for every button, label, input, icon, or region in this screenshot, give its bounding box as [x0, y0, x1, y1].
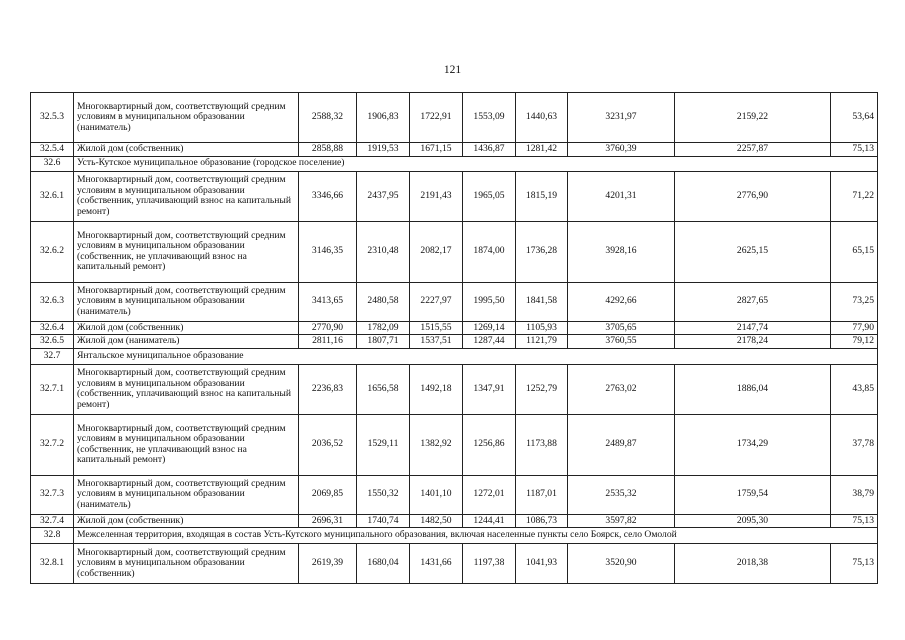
value-cell-7: 2776,90 — [675, 171, 831, 221]
value-cell-6: 4292,66 — [568, 282, 675, 321]
value-cell-2: 1782,09 — [357, 321, 410, 335]
value-cell-6: 4201,31 — [568, 171, 675, 221]
row-description: Многоквартирный дом, соответствующий средним условиям в муниципальном образовании (собственник, уплачивающий взнос на капитальный ремонт) — [74, 171, 299, 221]
value-cell-4: 1197,38 — [463, 544, 516, 584]
row-code: 32.8.1 — [31, 544, 74, 584]
value-cell-6: 3520,90 — [568, 544, 675, 584]
value-cell-7: 2018,38 — [675, 544, 831, 584]
value-cell-8: 75,13 — [831, 514, 878, 528]
value-cell-5: 1041,93 — [516, 544, 568, 584]
value-cell-6: 2489,87 — [568, 414, 675, 475]
row-description: Многоквартирный дом, соответствующий средним условиям в муниципальном образовании (наниматель) — [74, 475, 299, 514]
row-description: Многоквартирный дом, соответствующий средним условиям в муниципальном образовании (наниматель) — [74, 93, 299, 143]
value-cell-6: 3928,16 — [568, 221, 675, 282]
row-code: 32.8 — [31, 528, 74, 544]
row-description: Жилой дом (собственник) — [74, 321, 299, 335]
row-code: 32.6.3 — [31, 282, 74, 321]
row-code: 32.6.5 — [31, 335, 74, 349]
row-code: 32.6.2 — [31, 221, 74, 282]
value-cell-5: 1736,28 — [516, 221, 568, 282]
value-cell-7: 1886,04 — [675, 364, 831, 414]
value-cell-5: 1105,93 — [516, 321, 568, 335]
value-cell-5: 1121,79 — [516, 335, 568, 349]
value-cell-1: 2858,88 — [299, 143, 357, 157]
row-description: Многоквартирный дом, соответствующий средним условиям в муниципальном образовании (собственник) — [74, 544, 299, 584]
value-cell-1: 2588,32 — [299, 93, 357, 143]
value-cell-2: 2480,58 — [357, 282, 410, 321]
value-cell-2: 1529,11 — [357, 414, 410, 475]
section-row — [31, 348, 878, 364]
value-cell-3: 2227,97 — [410, 282, 463, 321]
row-code: 32.7.4 — [31, 514, 74, 528]
value-cell-1: 2069,85 — [299, 475, 357, 514]
value-cell-2: 1919,53 — [357, 143, 410, 157]
value-cell-4: 1256,86 — [463, 414, 516, 475]
table-row — [31, 282, 878, 321]
value-cell-8: 37,78 — [831, 414, 878, 475]
tariff-table — [30, 92, 878, 584]
row-description: Многоквартирный дом, соответствующий средним условиям в муниципальном образовании (наниматель) — [74, 282, 299, 321]
row-code: 32.6 — [31, 156, 74, 171]
value-cell-1: 3413,65 — [299, 282, 357, 321]
value-cell-6: 2763,02 — [568, 364, 675, 414]
table-row — [31, 321, 878, 335]
value-cell-6: 3231,97 — [568, 93, 675, 143]
page-number: 121 — [443, 64, 462, 76]
value-cell-8: 71,22 — [831, 171, 878, 221]
row-code: 32.5.4 — [31, 143, 74, 157]
table-row — [31, 335, 878, 349]
section-title: Янтальское муниципальное образование — [74, 348, 878, 364]
value-cell-5: 1252,79 — [516, 364, 568, 414]
value-cell-7: 2827,65 — [675, 282, 831, 321]
value-cell-7: 2625,15 — [675, 221, 831, 282]
value-cell-3: 1382,92 — [410, 414, 463, 475]
value-cell-2: 1656,58 — [357, 364, 410, 414]
value-cell-4: 1347,91 — [463, 364, 516, 414]
row-code: 32.6.1 — [31, 171, 74, 221]
value-cell-2: 2310,48 — [357, 221, 410, 282]
value-cell-5: 1281,42 — [516, 143, 568, 157]
value-cell-6: 3760,55 — [568, 335, 675, 349]
table-row — [31, 171, 878, 221]
value-cell-2: 1680,04 — [357, 544, 410, 584]
value-cell-2: 1550,32 — [357, 475, 410, 514]
value-cell-8: 77,90 — [831, 321, 878, 335]
value-cell-3: 1537,51 — [410, 335, 463, 349]
table-row — [31, 514, 878, 528]
value-cell-4: 1269,14 — [463, 321, 516, 335]
row-code: 32.5.3 — [31, 93, 74, 143]
value-cell-3: 1492,18 — [410, 364, 463, 414]
value-cell-1: 2696,31 — [299, 514, 357, 528]
section-title: Межселенная территория, входящая в состав Усть-Кутского муниципального образования, включая населенные пункты село Боярск, село Омолой — [74, 528, 878, 544]
value-cell-6: 3705,65 — [568, 321, 675, 335]
value-cell-6: 3760,39 — [568, 143, 675, 157]
value-cell-4: 1965,05 — [463, 171, 516, 221]
row-description: Многоквартирный дом, соответствующий средним условиям в муниципальном образовании (собственник, уплачивающий взнос на капитальный ремонт) — [74, 364, 299, 414]
value-cell-7: 1759,54 — [675, 475, 831, 514]
value-cell-1: 2036,52 — [299, 414, 357, 475]
value-cell-8: 79,12 — [831, 335, 878, 349]
value-cell-8: 38,79 — [831, 475, 878, 514]
table-row — [31, 414, 878, 475]
value-cell-3: 2191,43 — [410, 171, 463, 221]
value-cell-4: 1272,01 — [463, 475, 516, 514]
value-cell-4: 1995,50 — [463, 282, 516, 321]
row-code: 32.7 — [31, 348, 74, 364]
value-cell-5: 1086,73 — [516, 514, 568, 528]
table-row — [31, 93, 878, 143]
value-cell-6: 3597,82 — [568, 514, 675, 528]
table-row — [31, 475, 878, 514]
row-code: 32.7.2 — [31, 414, 74, 475]
value-cell-7: 1734,29 — [675, 414, 831, 475]
row-description: Жилой дом (собственник) — [74, 514, 299, 528]
value-cell-4: 1874,00 — [463, 221, 516, 282]
value-cell-3: 1482,50 — [410, 514, 463, 528]
value-cell-3: 1401,10 — [410, 475, 463, 514]
value-cell-8: 53,64 — [831, 93, 878, 143]
section-row — [31, 156, 878, 171]
table-row — [31, 221, 878, 282]
value-cell-8: 75,13 — [831, 544, 878, 584]
value-cell-4: 1553,09 — [463, 93, 516, 143]
row-code: 32.6.4 — [31, 321, 74, 335]
value-cell-7: 2095,30 — [675, 514, 831, 528]
value-cell-1: 2811,16 — [299, 335, 357, 349]
value-cell-4: 1436,87 — [463, 143, 516, 157]
table-row — [31, 544, 878, 584]
value-cell-2: 2437,95 — [357, 171, 410, 221]
value-cell-2: 1740,74 — [357, 514, 410, 528]
value-cell-3: 1722,91 — [410, 93, 463, 143]
value-cell-5: 1187,01 — [516, 475, 568, 514]
value-cell-3: 2082,17 — [410, 221, 463, 282]
value-cell-8: 75,13 — [831, 143, 878, 157]
row-code: 32.7.3 — [31, 475, 74, 514]
row-description: Жилой дом (наниматель) — [74, 335, 299, 349]
value-cell-5: 1173,88 — [516, 414, 568, 475]
row-description: Многоквартирный дом, соответствующий средним условиям в муниципальном образовании (собственник, не уплачивающий взнос на капитальный ремонт) — [74, 414, 299, 475]
value-cell-1: 3346,66 — [299, 171, 357, 221]
value-cell-3: 1671,15 — [410, 143, 463, 157]
value-cell-2: 1906,83 — [357, 93, 410, 143]
value-cell-8: 73,25 — [831, 282, 878, 321]
value-cell-7: 2257,87 — [675, 143, 831, 157]
row-code: 32.7.1 — [31, 364, 74, 414]
value-cell-1: 3146,35 — [299, 221, 357, 282]
value-cell-7: 2159,22 — [675, 93, 831, 143]
row-description: Жилой дом (собственник) — [74, 143, 299, 157]
table-row — [31, 364, 878, 414]
section-title: Усть-Кутское муниципальное образование (городское поселение) — [74, 156, 878, 171]
value-cell-1: 2770,90 — [299, 321, 357, 335]
value-cell-4: 1244,41 — [463, 514, 516, 528]
value-cell-5: 1815,19 — [516, 171, 568, 221]
value-cell-3: 1515,55 — [410, 321, 463, 335]
value-cell-2: 1807,71 — [357, 335, 410, 349]
row-description: Многоквартирный дом, соответствующий средним условиям в муниципальном образовании (собственник, не уплачивающий взнос на капитальный ремонт) — [74, 221, 299, 282]
value-cell-8: 43,85 — [831, 364, 878, 414]
value-cell-1: 2236,83 — [299, 364, 357, 414]
value-cell-7: 2147,74 — [675, 321, 831, 335]
value-cell-4: 1287,44 — [463, 335, 516, 349]
value-cell-3: 1431,66 — [410, 544, 463, 584]
value-cell-5: 1841,58 — [516, 282, 568, 321]
value-cell-5: 1440,63 — [516, 93, 568, 143]
section-row — [31, 528, 878, 544]
value-cell-1: 2619,39 — [299, 544, 357, 584]
table-row — [31, 143, 878, 157]
value-cell-6: 2535,32 — [568, 475, 675, 514]
value-cell-7: 2178,24 — [675, 335, 831, 349]
value-cell-8: 65,15 — [831, 221, 878, 282]
